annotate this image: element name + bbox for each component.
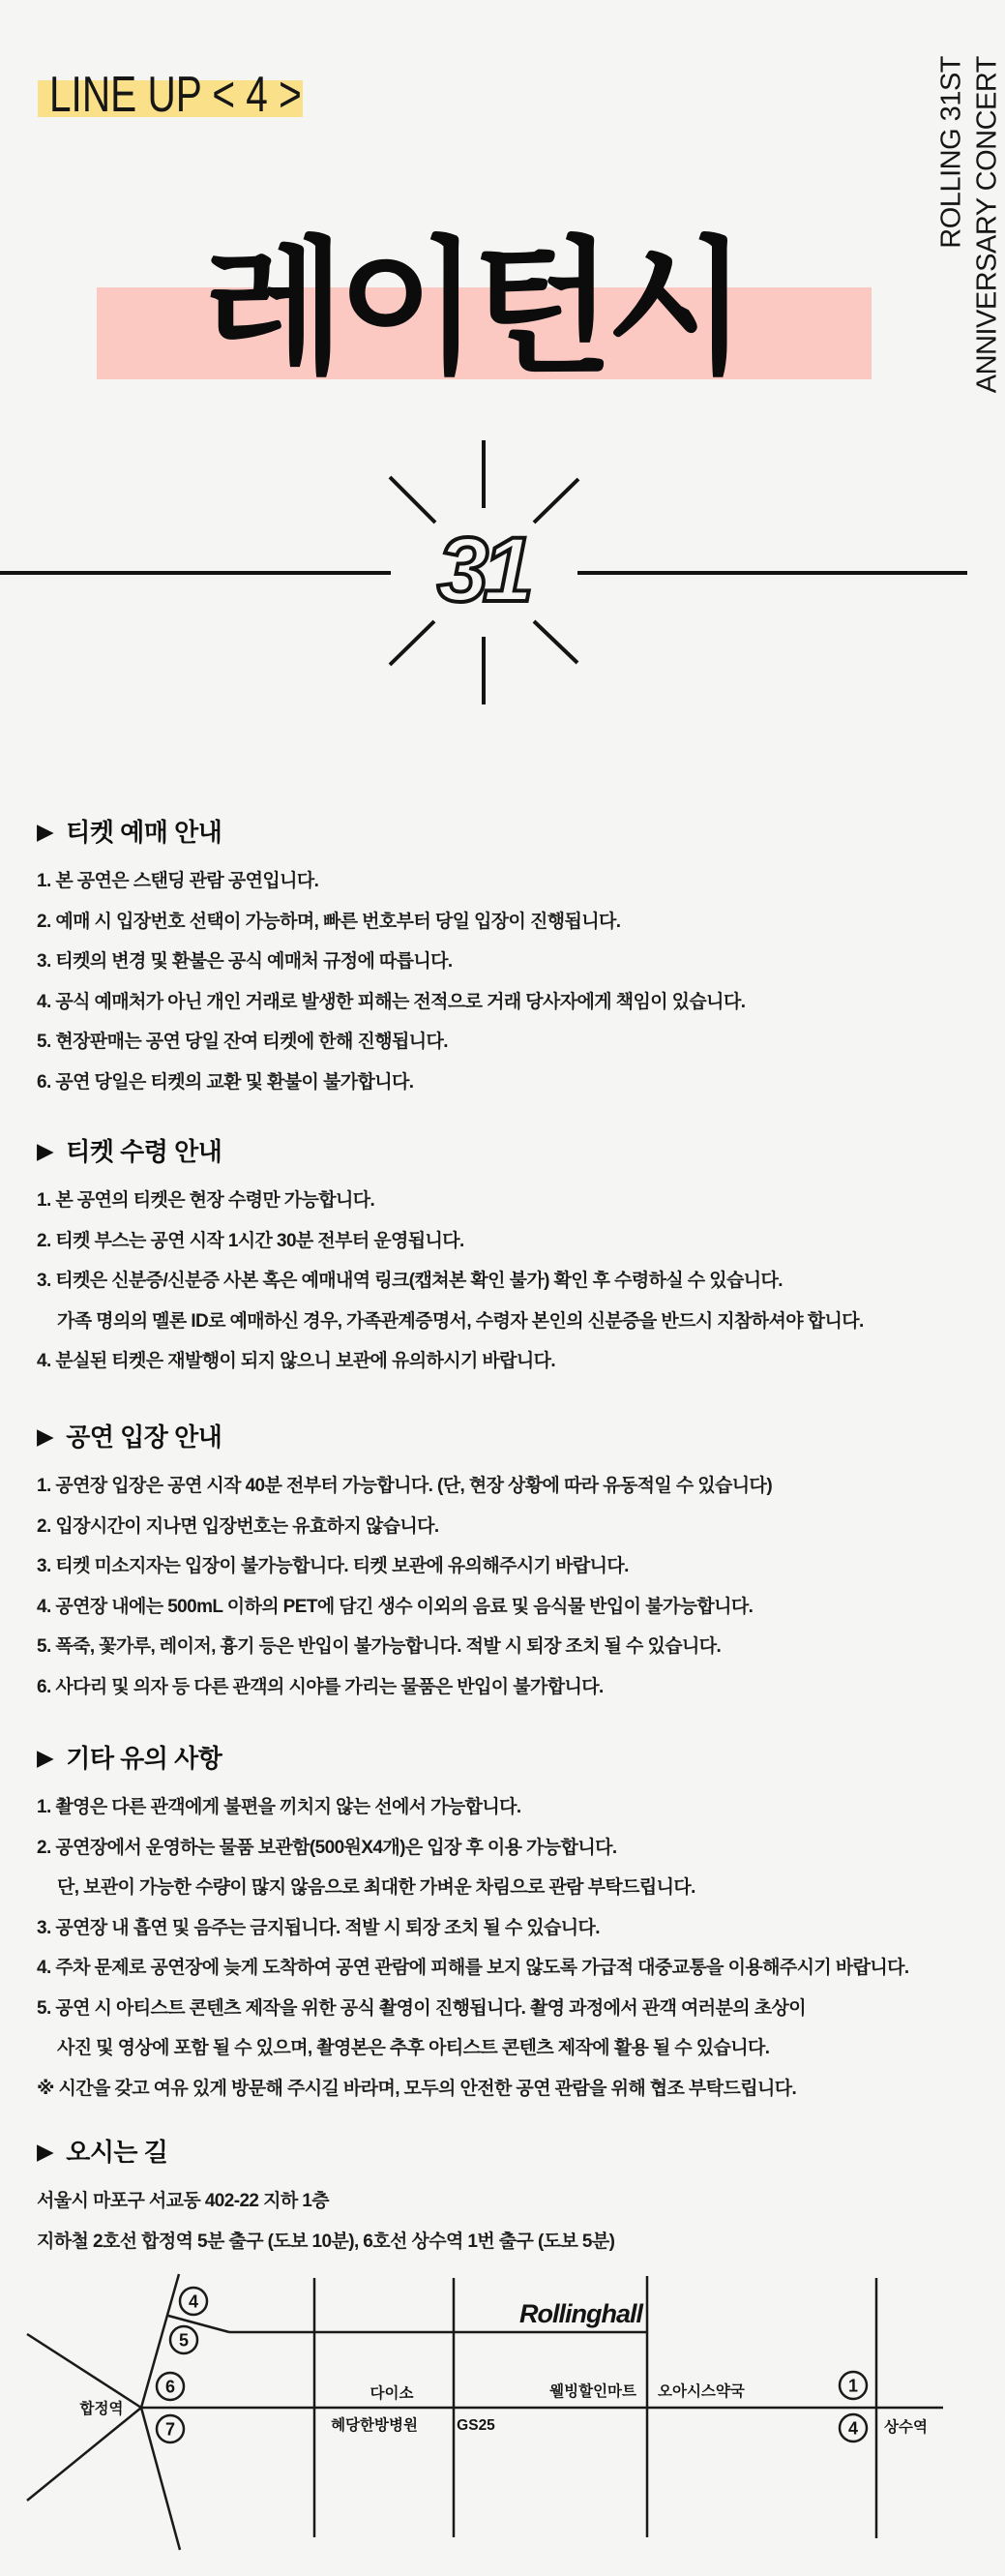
subway-directions: 지하철 2호선 합정역 5분 출구 (도보 10분), 6호선 상수역 1번 출구 (도보 5분) xyxy=(37,2231,615,2252)
notice-line: 1. 본 공연은 스탠딩 관람 공연입니다. xyxy=(37,871,319,891)
venue-logo: Rollinghall xyxy=(519,2299,642,2328)
event-credit-line2: ANNIVERSARY CONCERT xyxy=(971,56,1002,394)
station-sangsu-label: 상수역 xyxy=(884,2419,928,2436)
section-title: 기타 유의 사항 xyxy=(66,1744,222,1773)
notice-line: 4. 주차 문제로 공연장에 늦게 도착하여 공연 관람에 피해를 보지 않도록 가급적 대중교통을 이용해주시기 바랍니다. xyxy=(37,1958,909,1978)
exit-number-4b: 4 xyxy=(847,2418,859,2439)
exit-number-1: 1 xyxy=(847,2376,859,2396)
notice-line: 5. 현장판매는 공연 당일 잔여 티켓에 한해 진행됩니다. xyxy=(37,1032,448,1052)
section-directions xyxy=(37,2133,936,2261)
notice-line: 6. 공연 당일은 티켓의 교환 및 환불이 불가합니다. xyxy=(37,1071,414,1093)
notice-line-continuation: 단, 보관이 가능한 수량이 많지 않음으로 최대한 가벼운 차림으로 관람 부탁드립니다. xyxy=(57,1877,695,1898)
notice-line: 3. 티켓의 변경 및 환불은 공식 예매처 규정에 따릅니다. xyxy=(37,951,453,972)
section-title-row xyxy=(37,1132,936,1168)
notice-line: 3. 공연장 내 흡연 및 음주는 금지됩니다. 적발 시 퇴장 조치 될 수 있습니다. xyxy=(37,1917,600,1938)
section-marker-icon: ▶ xyxy=(37,1137,54,1163)
notice-line: 2. 예매 시 입장번호 선택이 가능하며, 빠른 번호부터 당일 입장이 진행됩니다. xyxy=(37,911,621,932)
place-pharmacy-label: 오아시스약국 xyxy=(658,2383,745,2400)
section-title: 공연 입장 안내 xyxy=(66,1423,222,1452)
place-gs25-label: GS25 xyxy=(457,2417,495,2434)
divider-line-left xyxy=(0,571,391,575)
section-ticket-pickup xyxy=(37,1132,936,1382)
notice-line: 5. 공연 시 아티스트 콘텐츠 제작을 위한 공식 촬영이 진행됩니다. 촬영 과정에서 관객 여러분의 초상이 xyxy=(37,1997,806,2019)
section-title: 오시는 길 xyxy=(66,2138,168,2167)
section-title-row xyxy=(37,813,936,849)
section-misc-notice xyxy=(37,1739,936,2109)
notice-line: 1. 공연장 입장은 공연 시작 40분 전부터 가능합니다. (단, 현장 상황에 따라 유동적일 수 있습니다) xyxy=(37,1476,773,1496)
notice-line-continuation: 가족 명의의 멜론 ID로 예매하신 경우, 가족관계증명서, 수령자 본인의 신분증을 반드시 지참하셔야 합니다. xyxy=(57,1310,864,1332)
notice-line: 2. 입장시간이 지나면 입장번호는 유효하지 않습니다. xyxy=(37,1515,439,1537)
section-title-row xyxy=(37,1739,936,1775)
notice-line: 4. 공연장 내에는 500mL 이하의 PET에 담긴 생수 이외의 음료 및 음식물 반입이 불가능합니다. xyxy=(37,1596,754,1617)
lineup-label: LINE UP < 4 > xyxy=(49,67,302,123)
notice-line: 4. 분실된 티켓은 재발행이 되지 않으니 보관에 유의하시기 바랍니다. xyxy=(37,1351,556,1371)
station-hapjeong-label: 합정역 xyxy=(79,2401,124,2417)
venue-address: 서울시 마포구 서교동 402-22 지하 1층 xyxy=(37,2191,329,2211)
exit-number-7: 7 xyxy=(164,2419,176,2440)
badge-number-31: 31 xyxy=(437,519,528,621)
exit-number-4: 4 xyxy=(188,2291,199,2312)
anniversary-31-starburst-icon xyxy=(387,440,580,709)
place-hospital-label: 혜당한방병원 xyxy=(331,2417,418,2434)
event-credit-line1: ROLLING 31ST xyxy=(935,56,966,249)
map-roads xyxy=(27,2274,943,2550)
place-daiso-label: 다이소 xyxy=(369,2385,414,2402)
notice-line-continuation: 사진 및 영상에 포함 될 수 있으며, 촬영본은 추후 아티스트 콘텐츠 제작에 활용 될 수 있습니다. xyxy=(57,2038,770,2058)
exit-number-5: 5 xyxy=(178,2330,190,2351)
section-title: 티켓 예매 안내 xyxy=(66,818,222,847)
map-exit-circles xyxy=(157,2288,867,2442)
divider-line-right xyxy=(577,571,967,575)
venue-map xyxy=(27,2274,943,2561)
section-ticket-booking xyxy=(37,813,936,1102)
exit-number-6: 6 xyxy=(164,2377,176,2397)
section-marker-icon: ▶ xyxy=(37,1423,54,1449)
section-title-row xyxy=(37,2133,936,2169)
notice-line: 5. 폭죽, 꽃가루, 레이저, 흉기 등은 반입이 불가능합니다. 적발 시 퇴장 조치 될 수 있습니다. xyxy=(37,1636,722,1657)
venue-map-drawing xyxy=(27,2274,943,2557)
event-credit-vertical xyxy=(933,56,1005,393)
section-title: 티켓 수령 안내 xyxy=(66,1137,222,1166)
section-entry-notice xyxy=(37,1418,936,1707)
notice-line: 2. 티켓 부스는 공연 시작 1시간 30분 전부터 운영됩니다. xyxy=(37,1230,464,1251)
notice-line-footnote: ※ 시간을 갖고 여유 있게 방문해 주시길 바라며, 모두의 안전한 공연 관람을 위해 협조 부탁드립니다. xyxy=(37,2078,797,2099)
section-marker-icon: ▶ xyxy=(37,2138,54,2164)
section-marker-icon: ▶ xyxy=(37,818,54,844)
notice-line: 4. 공식 예매처가 아닌 개인 거래로 발생한 피해는 전적으로 거래 당사자에게 책임이 있습니다. xyxy=(37,991,746,1012)
notice-line: 3. 티켓 미소지자는 입장이 불가능합니다. 티켓 보관에 유의해주시기 바랍니다. xyxy=(37,1556,629,1576)
notice-line: 2. 공연장에서 운영하는 물품 보관함(500원X4개)은 입장 후 이용 가능합니다. xyxy=(37,1837,617,1858)
notice-line: 1. 본 공연의 티켓은 현장 수령만 가능합니다. xyxy=(37,1190,375,1211)
notice-line: 6. 사다리 및 의자 등 다른 관객의 시야를 가리는 물품은 반입이 불가합니다. xyxy=(37,1676,604,1697)
section-marker-icon: ▶ xyxy=(37,1744,54,1770)
map-labels xyxy=(79,2299,928,2436)
artist-name: 레이턴시 xyxy=(203,226,741,391)
notice-line: 1. 촬영은 다른 관객에게 불편을 끼치지 않는 선에서 가능합니다. xyxy=(37,1797,521,1817)
section-title-row xyxy=(37,1418,936,1453)
place-mart-label: 웰빙할인마트 xyxy=(549,2383,636,2400)
notice-line: 3. 티켓은 신분증/신분증 사본 혹은 예매내역 링크(캡쳐본 확인 불가) 확인 후 수령하실 수 있습니다. xyxy=(37,1271,783,1291)
